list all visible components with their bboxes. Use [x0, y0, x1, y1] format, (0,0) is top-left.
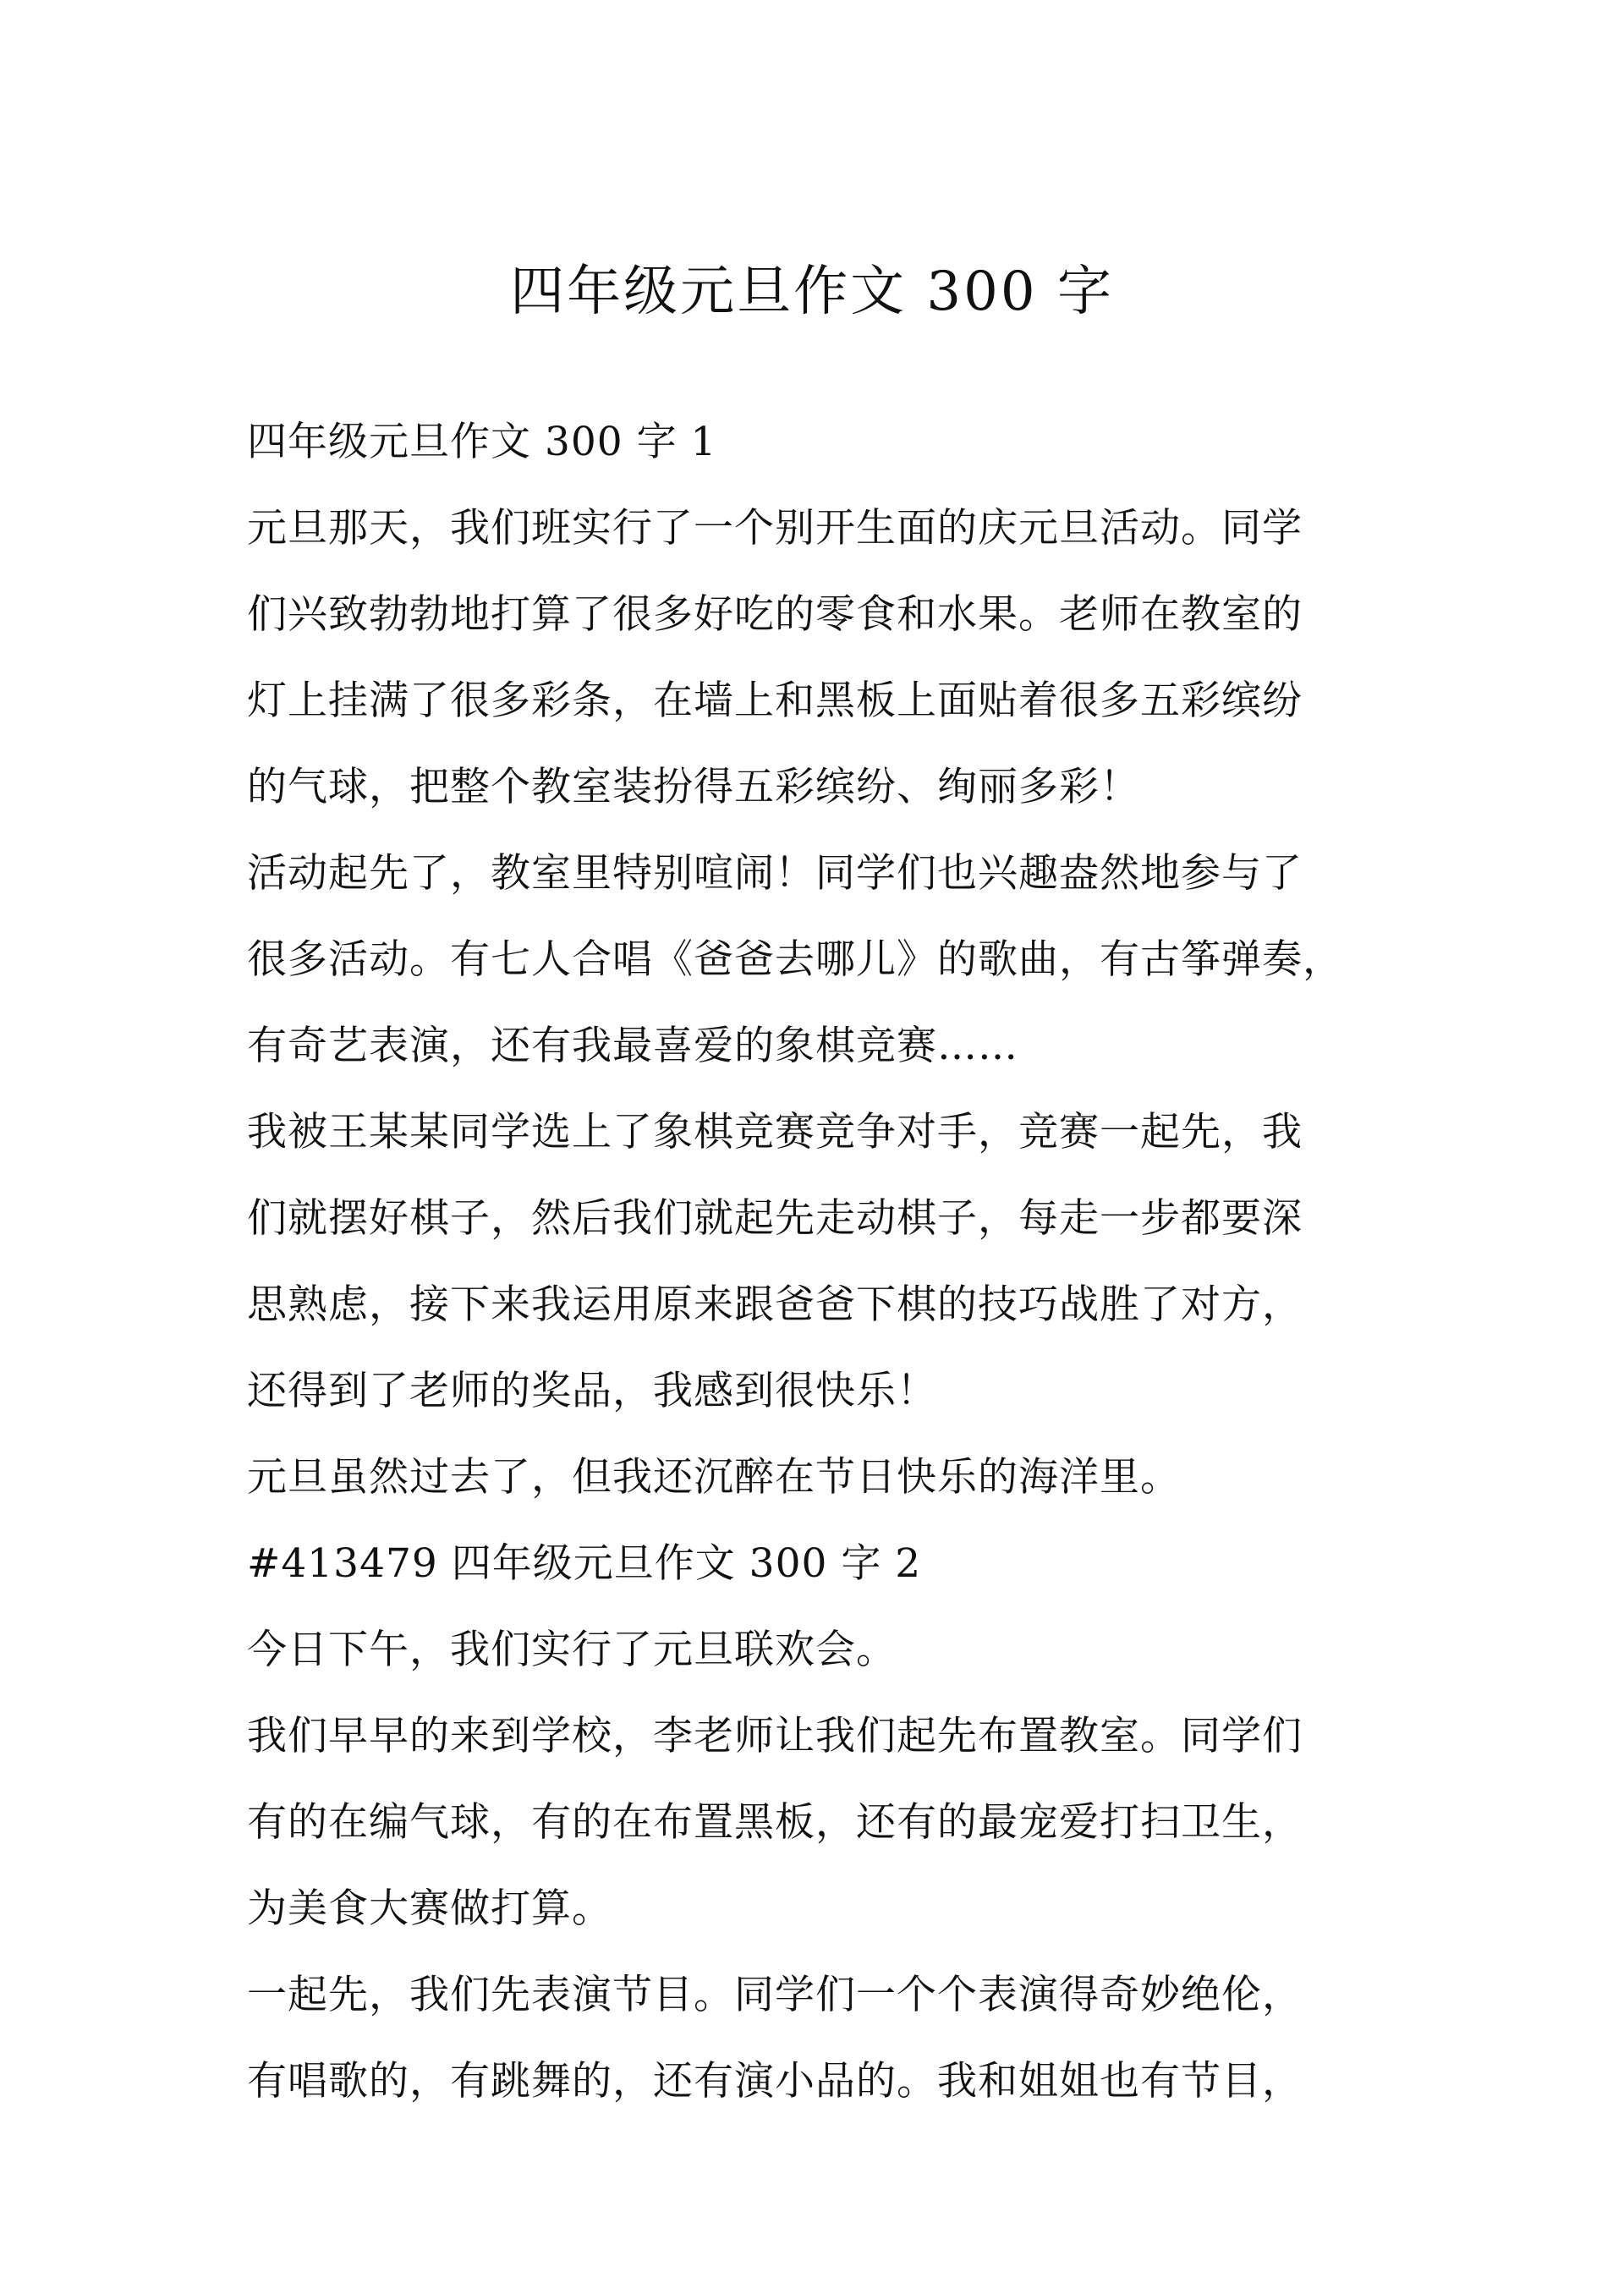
- document-body: [247, 399, 1397, 2125]
- heading-essay-2: #413479 四年级元旦作文 300 字 2: [247, 1540, 922, 1587]
- text-line: 的气球，把整个教室装扮得五彩缤纷、绚丽多彩！: [247, 764, 1140, 810]
- text-line: 们就摆好棋子，然后我们就起先走动棋子，每走一步都要深: [247, 1195, 1303, 1242]
- text-line: 有的在编气球，有的在布置黑板，还有的最宠爱打扫卫生，: [247, 1799, 1303, 1846]
- text-line: 灯上挂满了很多彩条，在墙上和黑板上面贴着很多五彩缤纷: [247, 678, 1303, 724]
- text-line: 还得到了老师的奖品，我感到很快乐！: [247, 1368, 937, 1414]
- text-line: 我被王某某同学选上了象棋竞赛竞争对手，竞赛一起先，我: [247, 1109, 1303, 1155]
- text-line: 我们早早的来到学校，李老师让我们起先布置教室。同学们: [247, 1713, 1303, 1759]
- text-line: 思熟虑，接下来我运用原来跟爸爸下棋的技巧战胜了对方，: [247, 1281, 1303, 1328]
- text-line: 们兴致勃勃地打算了很多好吃的零食和水果。老师在教室的: [247, 591, 1303, 638]
- heading-essay-1: 四年级元旦作文 300 字 1: [247, 419, 717, 465]
- text-line: 为美食大赛做打算。: [247, 1885, 612, 1932]
- text-line: 一起先，我们先表演节目。同学们一个个表演得奇妙绝伦，: [247, 1972, 1303, 2018]
- text-line: 有唱歌的，有跳舞的，还有演小品的。我和姐姐也有节目，: [247, 2058, 1303, 2105]
- text-line: 有奇艺表演，还有我最喜爱的象棋竞赛……: [247, 1023, 1018, 1069]
- text-line: 今日下午，我们实行了元旦联欢会。: [247, 1627, 897, 1673]
- document-title: 四年级元旦作文 300 字: [510, 261, 1114, 323]
- text-line: 元旦虽然过去了，但我还沉醉在节日快乐的海洋里。: [247, 1454, 1181, 1501]
- text-line: 活动起先了，教室里特别喧闹！同学们也兴趣盎然地参与了: [247, 850, 1303, 897]
- text-line: 很多活动。有七人合唱《爸爸去哪儿》的歌曲，有古筝弹奏，: [247, 936, 1343, 983]
- text-line: 元旦那天，我们班实行了一个别开生面的庆元旦活动。同学: [247, 505, 1303, 552]
